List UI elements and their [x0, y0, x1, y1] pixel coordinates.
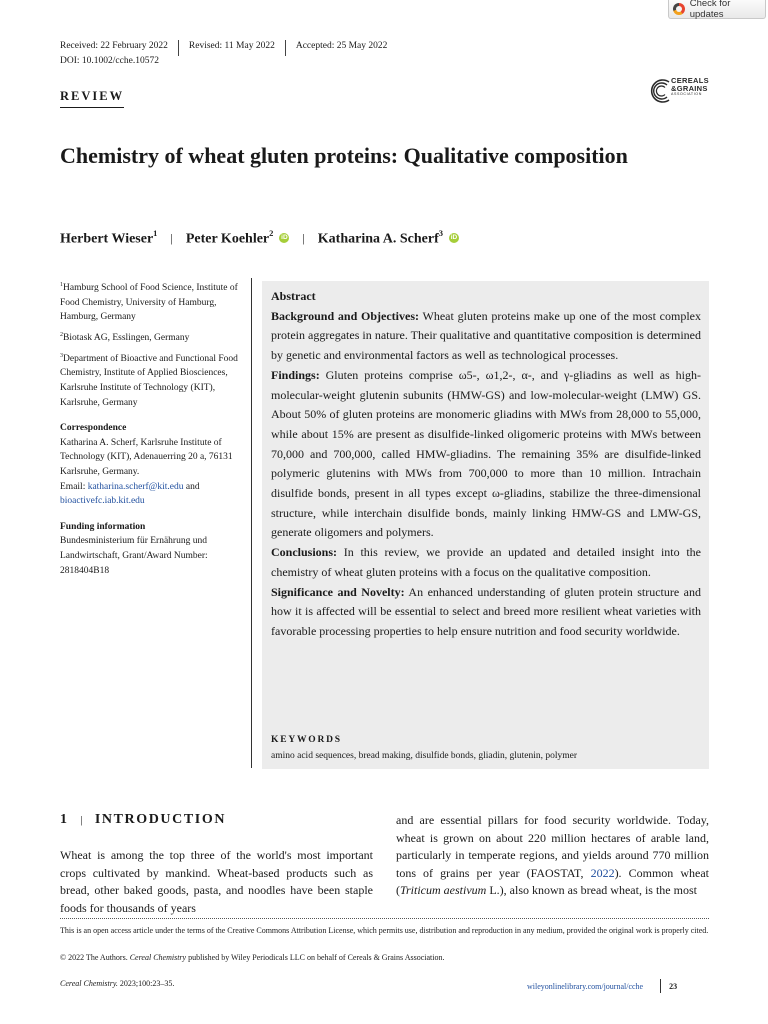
- keywords-heading: KEYWORDS: [271, 735, 342, 745]
- email-link[interactable]: katharina.scherf@kit.edu: [87, 481, 184, 492]
- funding-heading: Funding information: [60, 521, 146, 532]
- abstract-findings: Findings: Gluten proteins comprise ω5-, ω1,2-, α-, and γ-gliadins as well as high-molecular-weight glutenin subunits (HMW-GS) and low-molecular-weight (LMW) GS. About 50% of gluten proteins are monomeric gliadins with MWs from 28,000 to 55,000, while about 15% are present as disulfide-linked oligomeric proteins with MWs between 70,000 and 700,000, called HMW-gliadins. The remaining 35% are disulfide-linked polymeric glutenins with MWs from 700,000 to more than 10 million. Intrachain disulfide bonds, present in all types except ω-gliadins, stabilize the three-dimensional structure, while interchain disulfide bonds, mainly linking HMW-GS and LMW-GS, generate oligomers and polymers.: [271, 367, 701, 540]
- received-date: Received: 22 February 2022: [60, 41, 168, 51]
- logo-arcs-icon: [647, 78, 673, 104]
- correspondence-heading: Correspondence: [60, 423, 127, 434]
- check-for-updates-label: Check for updates: [689, 0, 731, 20]
- affiliation: $^3$Department of Bioactive and Functional Food Chemistry, Institute of Applied Biosciences, Karlsruhe Institute of Technology (KIT), Karlsruhe, Germany: [60, 352, 238, 408]
- author-name[interactable]: Peter Koehler$^2$: [185, 228, 274, 247]
- date-divider: [285, 40, 286, 56]
- keywords: amino acid sequences, bread making, disulfide bonds, gliadin, glutenin, polymer: [271, 751, 578, 761]
- logo-line-3: ASSOCIATION: [671, 92, 702, 96]
- page-footer-right: [527, 979, 677, 993]
- section-heading: [60, 812, 226, 828]
- affiliation: $^1$Hamburg School of Food Science, Institute of Food Chemistry, University of Hamburg, Hamburg, Germany: [60, 282, 238, 323]
- abstract-heading: Abstract: [271, 289, 316, 303]
- revised-date: Revised: 11 May 2022: [188, 41, 275, 51]
- article-dates: [60, 38, 387, 54]
- crossmark-icon: [673, 3, 685, 15]
- funding-text: Bundesministerium für Ernährung und Landwirtschaft, Grant/Award Number: 2818404B18: [60, 536, 208, 576]
- section-heading-bar: |: [80, 814, 83, 826]
- license-text: This is an open access article under the terms of the Creative Commons Attribution License, which permits use, distribution and reproduction in any medium, provided the original work is properly cited.: [60, 926, 709, 935]
- section-number: 1: [60, 812, 69, 827]
- copyright-text: © 2022 The Authors. Cereal Chemistry published by Wiley Periodicals LLC on behalf of Cereals & Grains Association.: [60, 953, 445, 962]
- author-list: [60, 229, 459, 248]
- author-name[interactable]: Katharina A. Scherf$^3$: [317, 228, 443, 247]
- citation-link[interactable]: 2022: [590, 865, 615, 880]
- orcid-icon[interactable]: iD: [281, 234, 288, 242]
- doi: DOI: 10.1002/cche.10572: [60, 56, 159, 66]
- abstract-significance: Significance and Novelty: An enhanced understanding of gluten protein structure and how it is affected will be essential to select and breed more resilient wheat varieties with favorable processing properties to help ensure nutrition and food security worldwide.: [271, 584, 701, 638]
- author-name[interactable]: Herbert Wieser$^1$: [60, 228, 158, 247]
- journal-citation: Cereal Chemistry. 2023;100:23–35.: [60, 979, 175, 988]
- column-divider: [251, 278, 252, 768]
- logo-line-2: &GRAINS: [671, 83, 708, 93]
- author-info-column: [60, 278, 248, 578]
- abstract-background: Background and Objectives: Wheat gluten proteins make up one of the most complex protein aggregates in nature. Their qualitative and quantitative composition is determined by genetic and environmental factors as well as technological processes.: [271, 308, 701, 363]
- orcid-icon[interactable]: iD: [450, 234, 458, 242]
- author-separator: |: [170, 230, 173, 245]
- date-divider: [178, 40, 179, 56]
- page-number: 23: [669, 981, 678, 991]
- check-for-updates-button[interactable]: [668, 0, 766, 19]
- accepted-date: Accepted: 25 May 2022: [295, 41, 388, 51]
- cereals-grains-logo: [647, 76, 711, 106]
- body-text-column-2: and are essential pillars for food security worldwide. Today, wheat is grown on about 220 million hectares of arable land, particularly in temperate regions, and yields around 770 million tons of grains per year (FAOSTAT, 2022). Common wheat (Triticum aestivum L.), also known as bread wheat, is the most: [396, 813, 709, 897]
- section-label: REVIEW: [60, 89, 124, 108]
- correspondence-text: Katharina A. Scherf, Karlsruhe Institute of Technology (KIT), Adenauerring 20 a, 76131 Karlsruhe, Germany. Email: katharina.scherf@kit.edu and bioactivefc.iab.kit.edu: [60, 437, 233, 507]
- affiliation: $^2$Biotask AG, Esslingen, Germany: [60, 331, 190, 344]
- footnote-divider: [60, 918, 709, 919]
- footer-divider: [660, 979, 661, 993]
- logo-line-1: CEREALS: [671, 76, 709, 85]
- abstract-text: [271, 287, 701, 642]
- article-title: Chemistry of wheat gluten proteins: Qualitative composition: [60, 143, 628, 168]
- journal-url-link[interactable]: wileyonlinelibrary.com/journal/cche: [527, 981, 644, 991]
- author-separator: |: [302, 230, 305, 245]
- abstract-conclusions: Conclusions: In this review, we provide an updated and detailed insight into the chemistry of wheat gluten proteins with a focus on the qualitative composition.: [271, 545, 701, 579]
- website-link[interactable]: bioactivefc.iab.kit.edu: [60, 496, 145, 507]
- body-text-column-1: Wheat is among the top three of the world's most important crops cultivated by mankind. Wheat-based products such as bread, other baked goods, pasta, and noodles have been staple foods for thousands of years: [60, 848, 373, 915]
- section-title: INTRODUCTION: [94, 812, 227, 827]
